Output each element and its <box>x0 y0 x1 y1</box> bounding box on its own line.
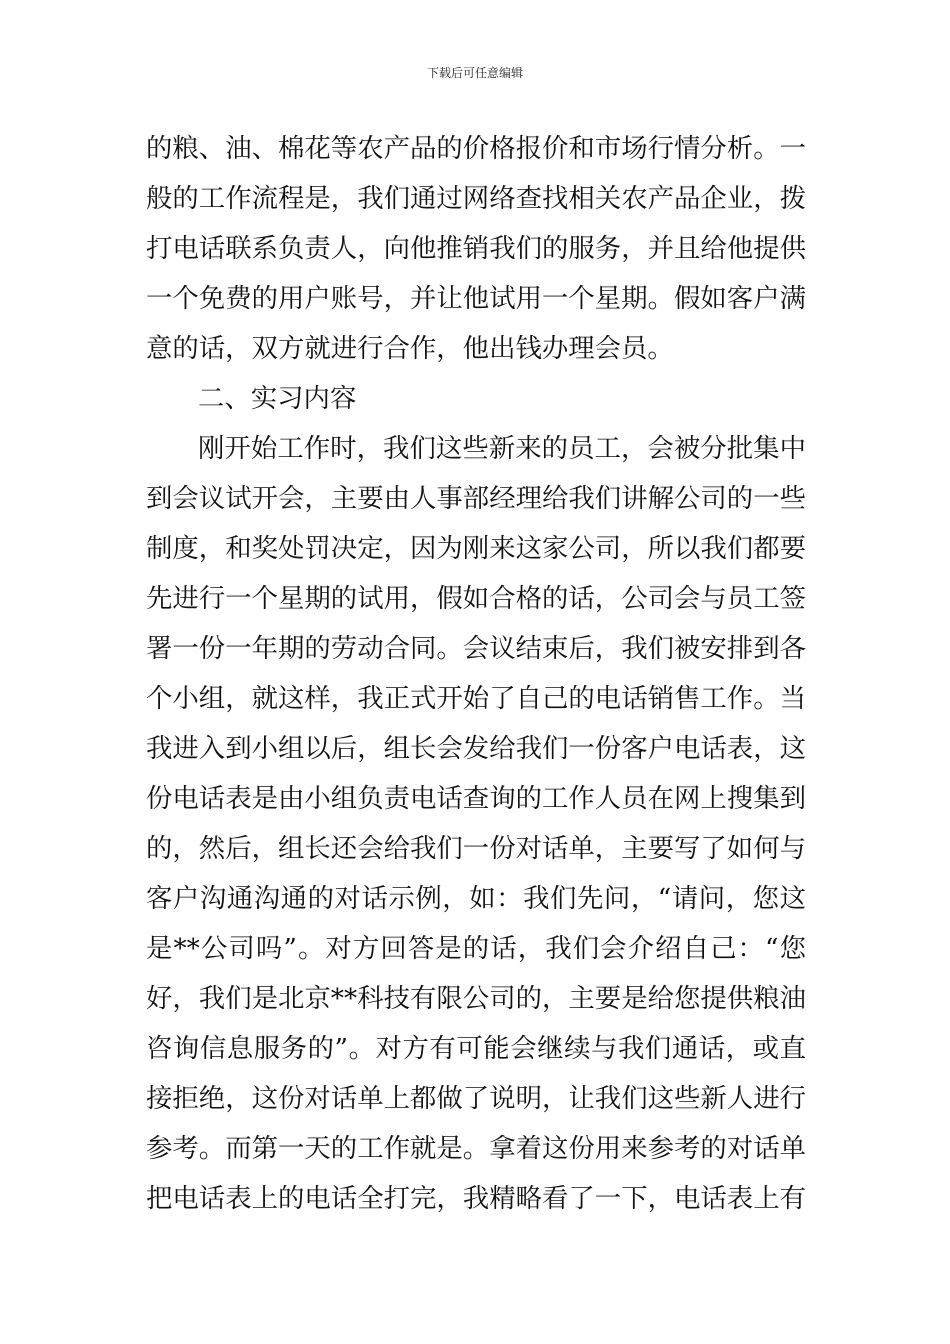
document-body <box>146 124 806 1224</box>
text-line: 个小组，就这样，我正式开始了自己的电话销售工作。当 <box>146 683 806 714</box>
text-line: 署一份一年期的劳动合同。会议结束后，我们被安排到各 <box>146 633 806 664</box>
text-line: 我进入到小组以后，组长会发给我们一份客户电话表，这 <box>146 733 806 764</box>
text-line: 好，我们是北京**科技有限公司的，主要是给您提供粮油 <box>146 983 806 1014</box>
text-line: 般的工作流程是，我们通过网络查找相关农产品企业，拨 <box>146 183 806 214</box>
text-line: 意的话，双方就进行合作，他出钱办理会员。 <box>146 333 674 364</box>
text-line: 刚开始工作时，我们这些新来的员工，会被分批集中 <box>198 433 806 464</box>
text-line: 打电话联系负责人，向他推销我们的服务，并且给他提供 <box>146 233 806 264</box>
text-line: 份电话表是由小组负责电话查询的工作人员在网上搜集到 <box>146 783 806 814</box>
text-line: 客户沟通沟通的对话示例，如：我们先问，“请问，您这 <box>146 883 806 914</box>
text-line: 制度，和奖处罚决定，因为刚来这家公司，所以我们都要 <box>146 533 806 564</box>
text-line: 是**公司吗”。对方回答是的话，我们会介绍自己：“您 <box>146 933 806 964</box>
text-line: 一个免费的用户账号，并让他试用一个星期。假如客户满 <box>146 283 806 314</box>
text-line: 到会议试开会，主要由人事部经理给我们讲解公司的一些 <box>146 483 806 514</box>
text-line: 参考。而第一天的工作就是。拿着这份用来参考的对话单 <box>146 1133 806 1164</box>
text-line: 的粮、油、棉花等农产品的价格报价和市场行情分析。一 <box>146 133 806 164</box>
text-line: 的，然后，组长还会给我们一份对话单，主要写了如何与 <box>146 833 806 864</box>
text-line: 把电话表上的电话全打完，我精略看了一下，电话表上有 <box>146 1183 806 1214</box>
text-line: 接拒绝，这份对话单上都做了说明，让我们这些新人进行 <box>146 1083 806 1114</box>
page-header-note: 下载后可任意编辑 <box>426 66 523 80</box>
text-line: 先进行一个星期的试用，假如合格的话，公司会与员工签 <box>146 583 806 614</box>
section-heading: 二、实习内容 <box>198 383 357 414</box>
text-line: 咨询信息服务的”。对方有可能会继续与我们通话，或直 <box>146 1033 806 1064</box>
